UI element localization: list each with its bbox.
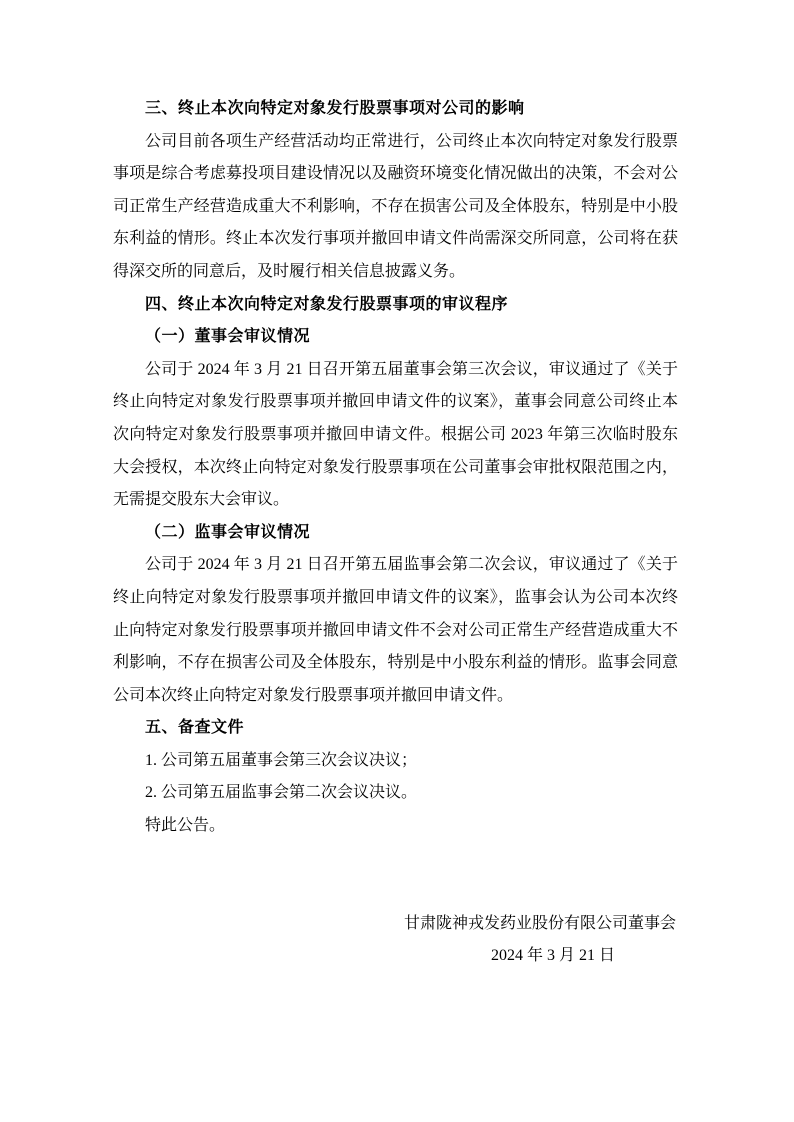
document-content (113, 93, 678, 973)
signature-block (113, 908, 678, 973)
signature-company: 甘肃陇神戎发药业股份有限公司董事会 (403, 914, 676, 932)
section-3-paragraph: 公司目前各项生产经营活动均正常进行，公司终止本次向特定对象发行股票事项是综合考虑募投项目建设情况以及融资环境变化情况做出的决策，不会对公司正常生产经营造成重大不利影响，不存在损害公司及全体股东，特别是中小股东利益的情形。终止本次发行事项并撤回申请文件尚需深交所同意，公司将在获得深交所的同意后，及时履行相关信息披露义务。 (113, 132, 678, 280)
closing-statement: 特此公告。 (145, 817, 226, 835)
reference-document-item-1: 1. 公司第五届董事会第三次会议决议； (145, 751, 418, 769)
signature-date: 2024 年 3 月 21 日 (490, 947, 615, 965)
reference-document-item-2: 2. 公司第五届监事会第二次会议决议。 (145, 784, 418, 802)
section-4-supervisory-paragraph: 公司于 2024 年 3 月 21 日召开第五届监事会第二次会议，审议通过了《关于终止向特定对象发行股票事项并撤回申请文件的议案》，监事会认为公司本次终止向特定对象发行股票事项并撤回申请文件不会对公司正常生产经营造成重大不利影响，不存在损害公司及全体股东，特别是中小股东利益的情形。监事会同意公司本次终止向特定对象发行股票事项并撤回申请文件。 (113, 556, 678, 704)
section-3-heading: 三、终止本次向特定对象发行股票事项对公司的影响 (145, 100, 525, 117)
section-4-board-heading: （一）董事会审议情况 (145, 328, 311, 346)
section-5-heading: 五、备查文件 (145, 719, 245, 737)
section-4-heading: 四、终止本次向特定对象发行股票事项的审议程序 (145, 295, 509, 313)
section-4-board-paragraph: 公司于 2024 年 3 月 21 日召开第五届董事会第三次会议，审议通过了《关于终止向特定对象发行股票事项并撤回申请文件的议案》，董事会同意公司终止本次向特定对象发行股票事项并撤回申请文件。根据公司 2023 年第三次临时股东大会授权，本次终止向特定对象发行股票事项在公司董事会审批权限范围之内，无需提交股东大会审议。 (113, 360, 678, 509)
section-4-supervisory-heading: （二）监事会审议情况 (145, 523, 311, 541)
